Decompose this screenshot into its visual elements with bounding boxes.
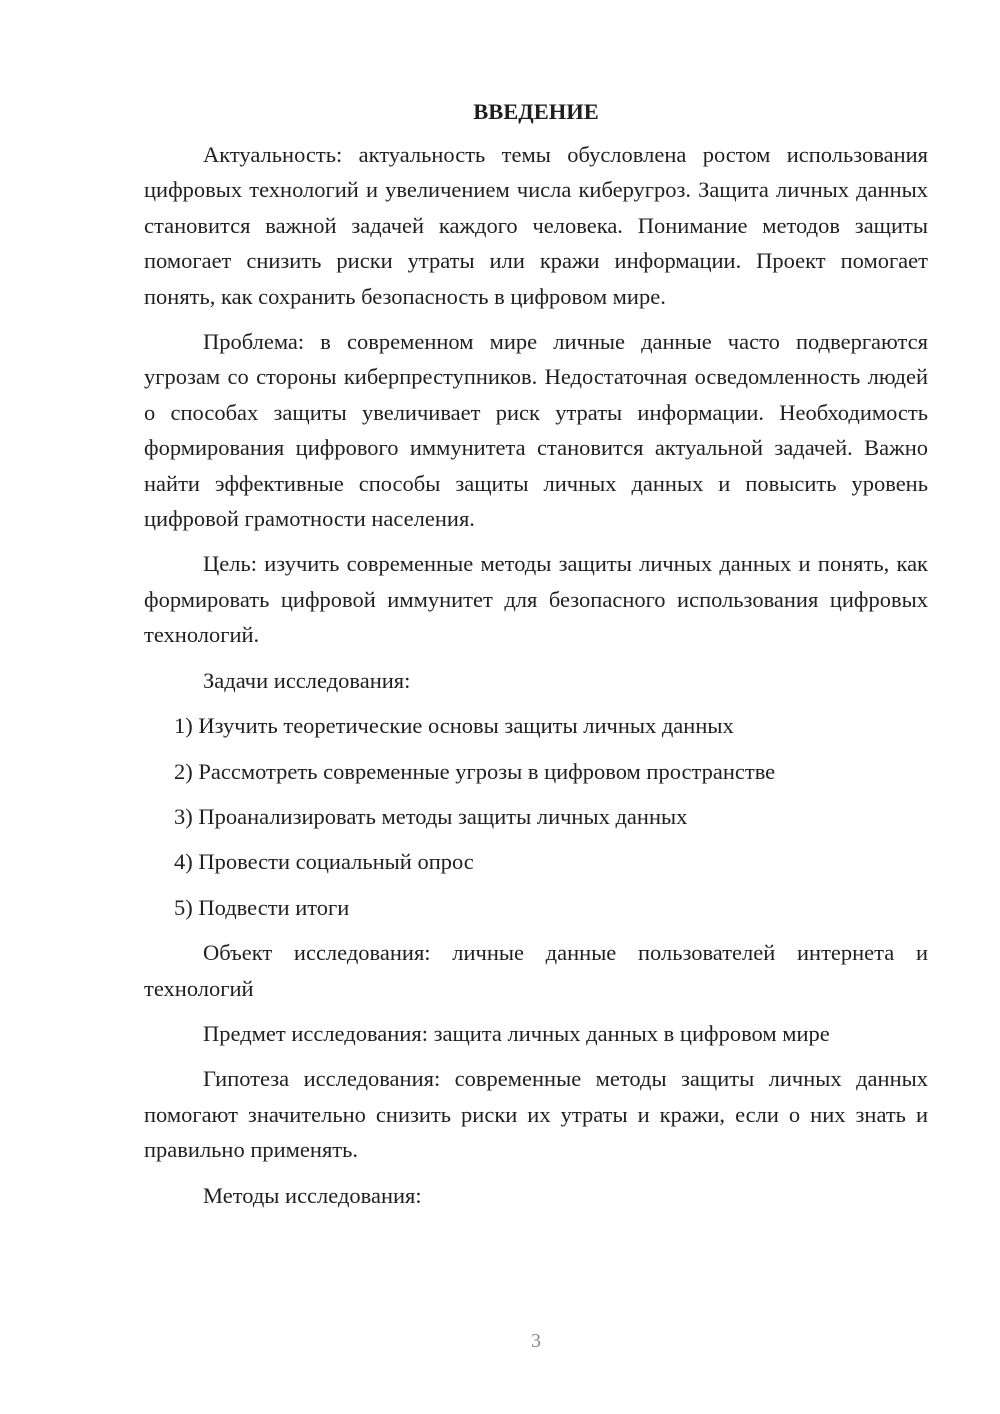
paragraph-methods-heading: Методы исследования: (203, 1182, 422, 1208)
page-content (144, 94, 928, 1223)
list-item: 2) Рассмотреть современные угрозы в цифровом пространстве (174, 758, 776, 784)
tasks-list (144, 708, 928, 925)
paragraph-problem: Проблема: в современном мире личные данные часто подвергаются угрозам со стороны киберпреступников. Недостаточная осведомленность людей о способах защиты увеличивает риск утраты информации. Необходимость формирования цифрового иммунитета становится актуальной задачей. Важно найти эффективные способы защиты личных данных и повысить уровень цифровой грамотности населения. (144, 329, 928, 532)
list-item: 1) Изучить теоретические основы защиты личных данных (174, 713, 734, 739)
paragraph-relevance: Актуальность: актуальность темы обусловлена ростом использования цифровых технологий и увеличением числа киберугроз. Защита личных данных становится важной задачей каждого человека. Понимание методов защиты помогает снизить риски утраты или кражи информации. Проект помогает понять, как сохранить безопасность в цифровом мире. (144, 142, 928, 309)
list-item: 5) Подвести итоги (174, 894, 350, 920)
list-item: 3) Проанализировать методы защиты личных данных (174, 803, 688, 829)
page-title: ВВЕДЕНИЕ (473, 99, 599, 124)
paragraph-hypothesis: Гипотеза исследования: современные методы защиты личных данных помогают значительно снизить риски их утраты и кражи, если о них знать и правильно применять. (144, 1066, 928, 1163)
page-number: 3 (531, 1330, 541, 1352)
paragraph-subject: Предмет исследования: защита личных данных в цифровом мире (203, 1020, 830, 1046)
paragraph-tasks-heading: Задачи исследования: (203, 667, 411, 693)
paragraph-object: Объект исследования: личные данные пользователей интернета и технологий (144, 940, 928, 1001)
list-item: 4) Провести социальный опрос (174, 849, 474, 875)
paragraph-goal: Цель: изучить современные методы защиты личных данных и понять, как формировать цифровой иммунитет для безопасного использования цифровых технологий. (144, 551, 928, 648)
